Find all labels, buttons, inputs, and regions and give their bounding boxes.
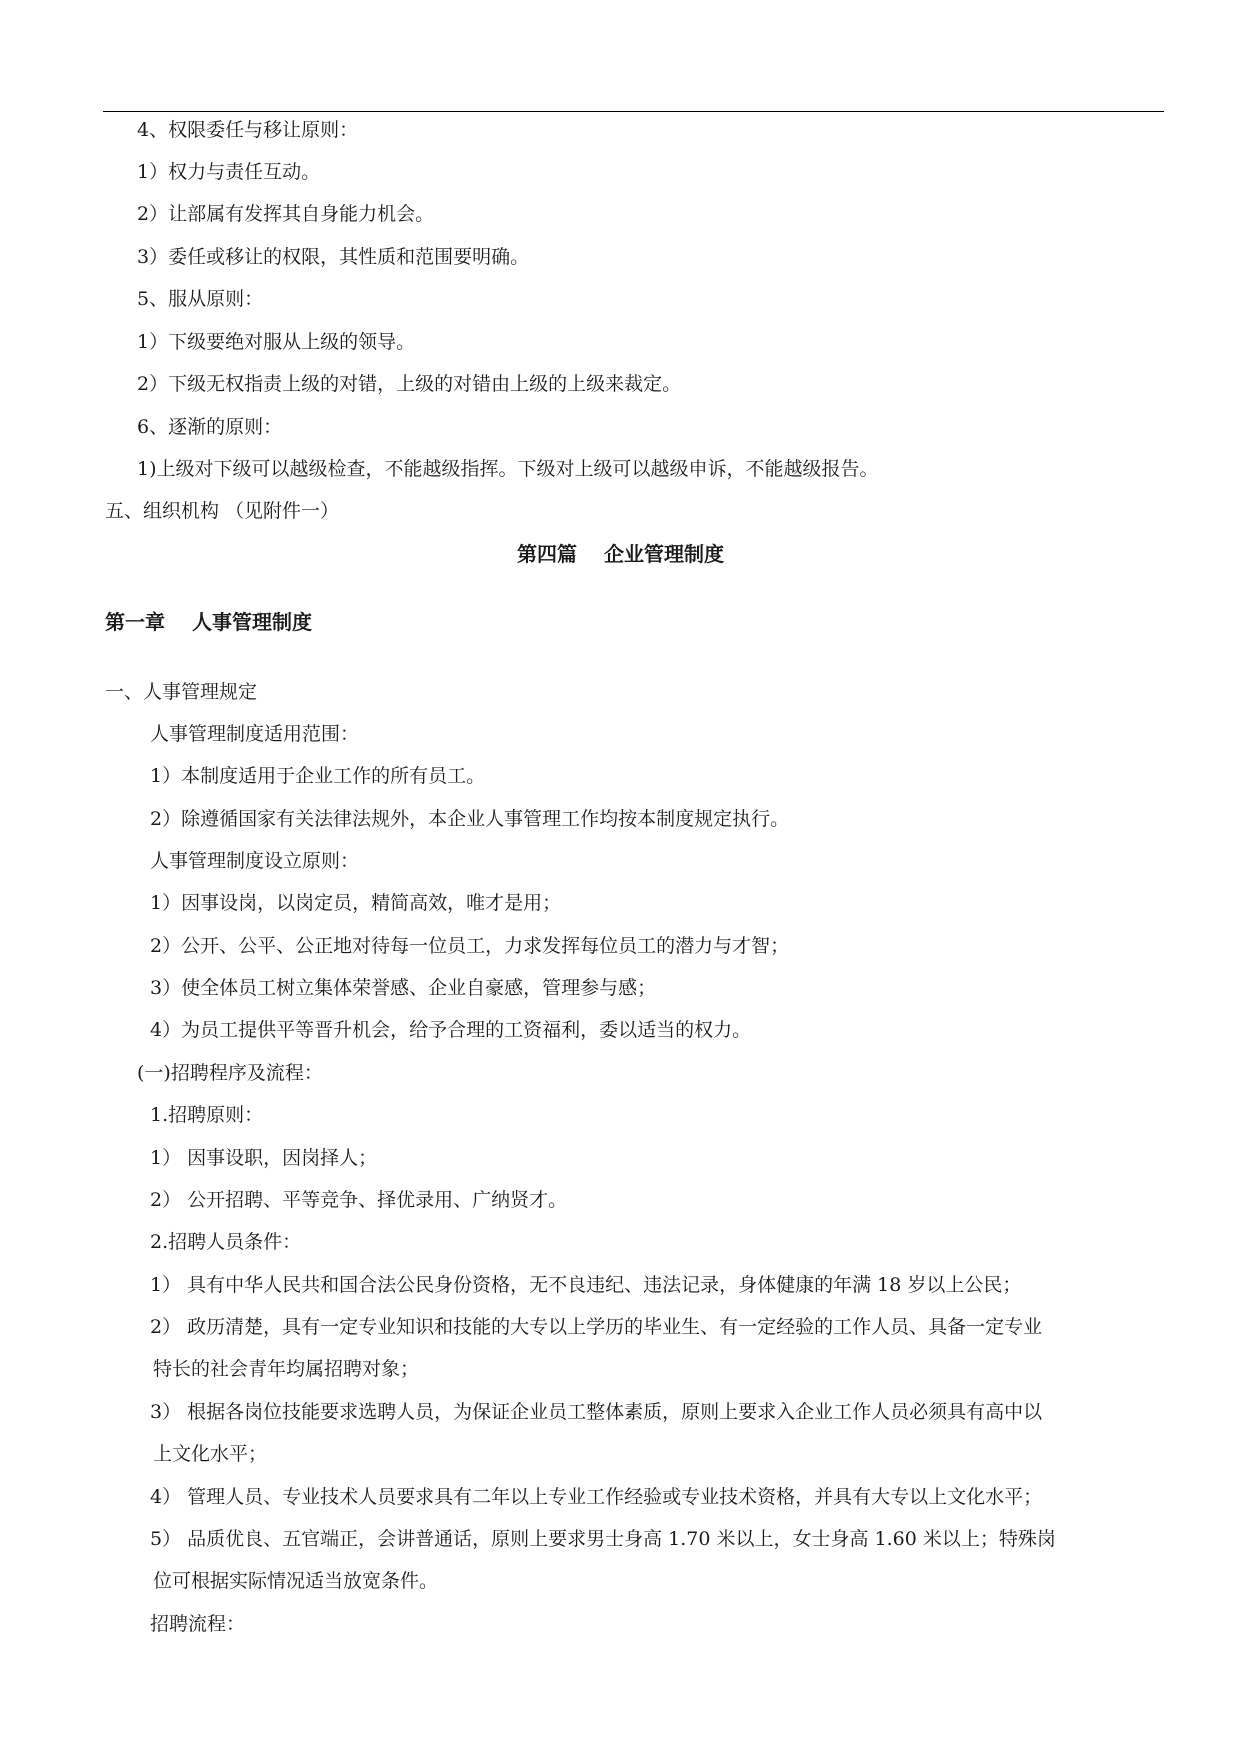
chapter-title: 第一章 人事管理制度 [105, 610, 312, 634]
section-title: 一、人事管理规定 [105, 681, 258, 703]
recruit-condition-item-continued: 特长的社会青年均属招聘对象； [153, 1358, 420, 1380]
scope-title: 人事管理制度适用范围： [150, 723, 360, 745]
recruit-condition-item: 2） 政历清楚，具有一定专业知识和技能的大专以上学历的毕业生、有一定经验的工作人员、具备一定专业 [150, 1316, 1043, 1338]
recruit-condition-item-continued: 上文化水平； [153, 1443, 268, 1465]
recruit-flow-title: 招聘流程： [150, 1613, 246, 1635]
org-structure-line: 五、组织机构 （见附件一） [105, 500, 340, 522]
recruit-condition-item: 3） 根据各岗位技能要求选聘人员，为保证企业员工整体素质，原则上要求入企业工作人员必须具有高中以 [150, 1401, 1043, 1423]
recruit-condition-item: 1） 具有中华人民共和国合法公民身份资格，无不良违纪、违法记录，身体健康的年满 18 岁以上公民； [150, 1274, 1022, 1296]
setup-item: 4）为员工提供平等晋升机会，给予合理的工资福利，委以适当的权力。 [150, 1019, 752, 1041]
recruit-title: (一)招聘程序及流程： [137, 1062, 323, 1084]
recruit-condition-item-continued: 位可根据实际情况适当放宽条件。 [153, 1570, 439, 1592]
principle-5-title: 5、服从原则： [137, 288, 264, 310]
principle-4-item: 2）让部属有发挥其自身能力机会。 [137, 203, 435, 225]
part-title: 第四篇 企业管理制度 [517, 542, 724, 566]
principle-4-item: 1）权力与责任互动。 [137, 161, 321, 183]
setup-item: 2）公开、公平、公正地对待每一位员工，力求发挥每位员工的潜力与才智； [150, 935, 790, 957]
principle-4-title: 4、权限委任与移让原则： [137, 119, 359, 141]
recruit-principle-item: 1） 因事设职，因岗择人； [150, 1147, 378, 1169]
principle-5-item: 1）下级要绝对服从上级的领导。 [137, 331, 416, 353]
recruit-condition-item: 5） 品质优良、五官端正，会讲普通话，原则上要求男士身高 1.70 米以上，女士身高 1.60 米以上；特殊岗 [150, 1528, 1056, 1550]
principle-6-item: 1)上级对下级可以越级检查，不能越级指挥。下级对上级可以越级申诉，不能越级报告。 [137, 458, 879, 480]
recruit-conditions-title: 2.招聘人员条件： [150, 1231, 302, 1253]
scope-item: 2）除遵循国家有关法律法规外，本企业人事管理工作均按本制度规定执行。 [150, 808, 790, 830]
principle-6-title: 6、逐渐的原则： [137, 416, 283, 438]
principle-4-item: 3）委任或移让的权限，其性质和范围要明确。 [137, 246, 530, 268]
setup-item: 3）使全体员工树立集体荣誉感、企业自豪感，管理参与感； [150, 977, 657, 999]
scope-item: 1）本制度适用于企业工作的所有员工。 [150, 765, 486, 787]
principle-5-item: 2）下级无权指责上级的对错，上级的对错由上级的上级来裁定。 [137, 373, 682, 395]
recruit-condition-item: 4） 管理人员、专业技术人员要求具有二年以上专业工作经验或专业技术资格，并具有大专以上文化水平； [150, 1486, 1043, 1508]
recruit-principle-title: 1.招聘原则： [150, 1104, 264, 1126]
setup-item: 1）因事设岗，以岗定员，精简高效，唯才是用； [150, 892, 562, 914]
setup-title: 人事管理制度设立原则： [150, 850, 360, 872]
recruit-principle-item: 2） 公开招聘、平等竞争、择优录用、广纳贤才。 [150, 1189, 568, 1211]
